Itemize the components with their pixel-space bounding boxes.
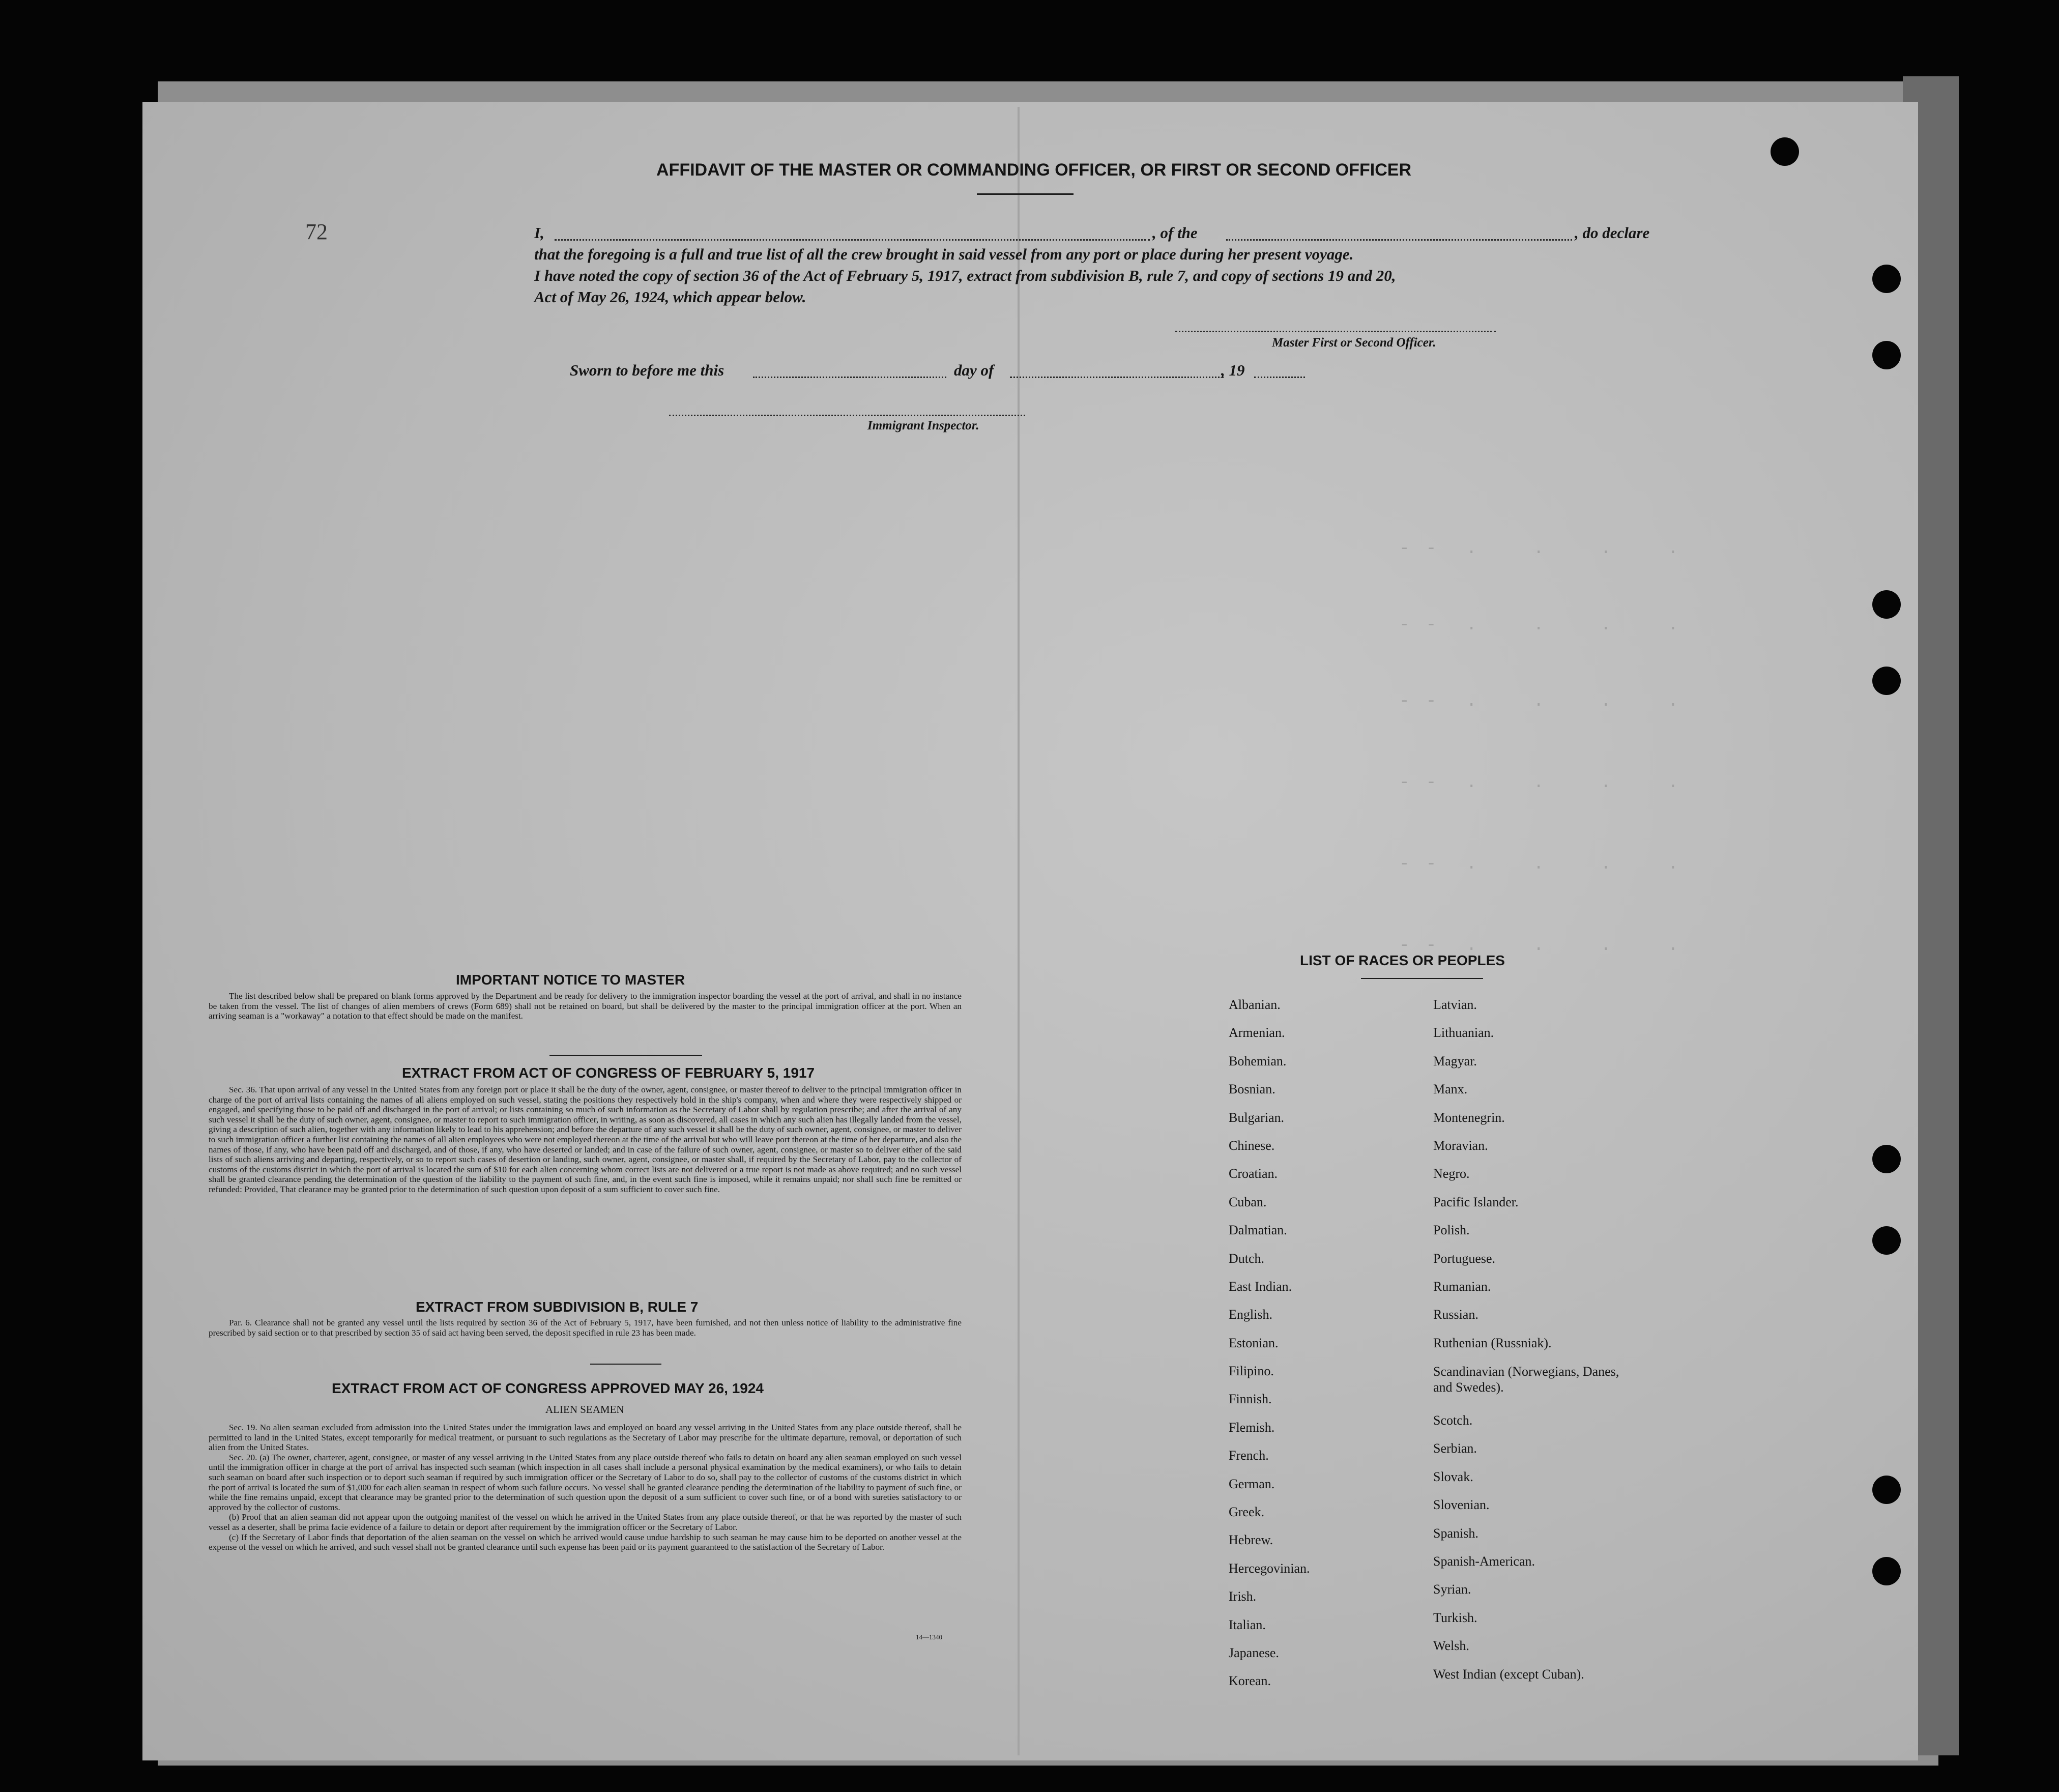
race-item: Irish. <box>1229 1589 1257 1604</box>
race-item: English. <box>1229 1307 1272 1322</box>
sworn-day-blank <box>753 377 946 378</box>
sec-20a: Sec. 20. (a) The owner, charterer, agent, consignee, or master of any vessel arriving in the United States from any place outside thereof who fails to detain on board any alien seaman employed on such vessel until the immigration officer in charge at the port of arrival has inspected such seaman (which inspection in all cases shall include a personal physical examination by the medical examiners), or who fails to detain such seaman on board after such inspection or to deport such seaman if required by such immigration officer or the Secretary of Labor to do so, shall pay to the collector of customs of the customs district in which the port of arrival is located the sum of $1,000 for each alien seaman in respect of whom such failure occurs. No vessel shall be granted clearance pending the determination of the liability to payment of such fine, or while the fine remains unpaid, except that clearance may be granted prior to the determination of such question upon the deposit of a sum sufficient to cover such fine, or of a bond with sureties satisfactory to or approved by the collector of customs. <box>209 1452 962 1512</box>
race-item: Bulgarian. <box>1229 1110 1285 1125</box>
race-item: Hebrew. <box>1229 1533 1273 1548</box>
inspector-blank <box>669 415 1025 416</box>
race-item: Albanian. <box>1229 997 1281 1012</box>
sec-19: Sec. 19. No alien seaman excluded from admission into the United States under the immigration laws and employed on board any vessel arriving in the United States from any place outside thereof, shall be permitted to land in the United States, except temporarily for medical treatment, or pursuant to such regulations as the Secretary of Labor may prescribe for the ultimate departure, removal, or deportation of such alien from the United States. <box>209 1423 962 1453</box>
race-item: Serbian. <box>1433 1441 1477 1456</box>
race-item: Dutch. <box>1229 1251 1265 1266</box>
affidavit-line-3: I have noted the copy of section 36 of the Act of February 5, 1917, extract from subdivision B, rule 7, and copy of sections 19 and 20, <box>534 267 1396 284</box>
signature-blank <box>1175 331 1496 332</box>
signature-label: Master First or Second Officer. <box>1272 336 1436 350</box>
race-item: German. <box>1229 1476 1275 1491</box>
race-item: Slovenian. <box>1433 1497 1490 1513</box>
race-item: West Indian (except Cuban). <box>1433 1666 1584 1682</box>
extract-1917-title: EXTRACT FROM ACT OF CONGRESS OF FEBRUARY 5, 1917 <box>402 1065 815 1081</box>
margin-mark: 72 <box>305 219 328 244</box>
race-item: Filipino. <box>1229 1364 1274 1379</box>
race-item: Scandinavian (Norwegians, Danes, and Swedes). <box>1433 1364 1619 1395</box>
punch-hole-icon <box>1872 667 1901 695</box>
race-item: Armenian. <box>1229 1025 1285 1040</box>
race-item: Scotch. <box>1433 1413 1473 1428</box>
race-item: Montenegrin. <box>1433 1110 1505 1125</box>
race-item: Bosnian. <box>1229 1082 1275 1097</box>
race-item: Korean. <box>1229 1673 1271 1689</box>
race-item: Hercegovinian. <box>1229 1560 1310 1576</box>
sec-20c: (c) If the Secretary of Labor finds that deportation of the alien seaman on the vessel on which he arrived would cause undue hardship to such seaman he may cause him to be deported on another vessel at the expense of the vessel on which he arrived, and such vessel shall not be granted clearance until such expense has been paid or its payment guaranteed to the satisfaction of the Secretary of Labor. <box>209 1532 962 1552</box>
sworn-text: Sworn to before me this <box>570 361 724 379</box>
race-item: Japanese. <box>1229 1645 1279 1660</box>
race-item: Magyar. <box>1433 1053 1477 1068</box>
races-column-2 <box>1433 997 1637 1695</box>
races-title: LIST OF RACES OR PEOPLES <box>1300 952 1505 968</box>
title-rule <box>977 193 1074 195</box>
race-item: Spanish-American. <box>1433 1554 1535 1569</box>
inspector-label: Immigrant Inspector. <box>867 419 979 432</box>
year-blank <box>1254 377 1305 378</box>
race-item: Latvian. <box>1433 997 1477 1012</box>
race-item: Cuban. <box>1229 1194 1267 1209</box>
race-item: Polish. <box>1433 1223 1470 1238</box>
races-rule <box>1361 978 1483 979</box>
punch-hole-icon <box>1771 137 1799 166</box>
punch-hole-icon <box>1872 1145 1901 1173</box>
race-item: Portuguese. <box>1433 1251 1496 1266</box>
notice-title: IMPORTANT NOTICE TO MASTER <box>456 972 685 988</box>
affidavit-title: AFFIDAVIT OF THE MASTER OR COMMANDING OFFICER, OR FIRST OR SECOND OFFICER <box>656 160 1411 180</box>
race-item: Italian. <box>1229 1617 1266 1632</box>
extract-1924-title: EXTRACT FROM ACT OF CONGRESS APPROVED MAY 26, 1924 <box>332 1380 764 1396</box>
race-item: Pacific Islander. <box>1433 1194 1519 1209</box>
race-item: Moravian. <box>1433 1138 1488 1153</box>
affidavit-i: I, <box>534 224 544 242</box>
race-item: Russian. <box>1433 1307 1478 1322</box>
extract-1917-body: Sec. 36. That upon arrival of any vessel in the United States from any foreign port or place it shall be the duty of the owner, agent, consignee, or master thereof to deliver to the principal immigration officer in charge of the port of arrival lists containing the names of all aliens employed on such vessel, stating the positions they respectively hold in the ship's company, when and where they were respectively shipped or engaged, and specifying those to be paid off and discharged in the port of arrival; or lists containing so much of such information as the Secretary of Labor shall by regulation prescribe; and after the arrival of any such vessel it shall be the duty of such owner, agent, consignee, or master to report to such immigration officer, in writing, as soon as discovered, all cases in which any such alien has illegally landed from the vessel, giving a description of such alien, together with any information likely to lead to his apprehension; and before the departure of any such vessel it shall be the duty of such owner, agent, consignee, or master to deliver to such immigration officer a further list containing the names of all alien employees who were not employed thereon at the time of the arrival but who will leave port thereon at the time of her departure, and also the names of those, if any, who have been paid off and discharged, and of those, if any, who have deserted or landed; and in case of the failure of such owner, agent, consignee, or master so to deliver either of the said lists of such aliens arriving and departing, respectively, or so to report such cases of desertion or landing, such owner, agent, consignee, or master shall, if required by the Secretary of Labor, pay to the collector of customs of the customs district in which the port of arrival is located the sum of $10 for each alien concerning whom correct lists are not delivered or a true report is not made as above required; and no such vessel shall be granted clearance pending the determination of the question of the liability to the payment of such fine, and, in the event such fine is imposed, while it remains unpaid; nor shall such fine be remitted or refunded: Provided, That clearance may be granted prior to the determination of such question upon deposit of a sum sufficient to cover such fine. <box>209 1085 962 1194</box>
races-column-1 <box>1229 997 1310 1702</box>
race-item: French. <box>1229 1448 1269 1463</box>
race-item: Dalmatian. <box>1229 1223 1287 1238</box>
punch-hole-icon <box>1872 1557 1901 1585</box>
name-blank <box>555 239 1150 241</box>
affidavit-line-4: Act of May 26, 1924, which appear below. <box>534 288 806 306</box>
vessel-blank <box>1226 239 1572 241</box>
race-item: Chinese. <box>1229 1138 1275 1153</box>
race-item: Rumanian. <box>1433 1279 1491 1294</box>
race-item: Finnish. <box>1229 1392 1272 1407</box>
race-item: Bohemian. <box>1229 1053 1287 1068</box>
month-blank <box>1010 377 1224 378</box>
day-of-text: day of <box>954 361 994 379</box>
race-item: Ruthenian (Russniak). <box>1433 1335 1552 1350</box>
race-item: Greek. <box>1229 1505 1265 1520</box>
race-item: Syrian. <box>1433 1582 1471 1597</box>
race-item: Welsh. <box>1433 1638 1469 1654</box>
extract-1924-body <box>209 1423 962 1552</box>
punch-hole-icon <box>1872 341 1901 369</box>
page-fold <box>1018 107 1020 1755</box>
rule7-rule <box>590 1364 661 1365</box>
punch-hole-icon <box>1872 1226 1901 1255</box>
extract-rule7-body: Par. 6. Clearance shall not be granted any vessel until the lists required by section 36 of the Act of February 5, 1917, have been furnished, and not then unless notice of liability to the administrative fine prescribed by said section or to that prescribed by section 35 of said act having been served, the deposit specified in rule 23 has been made. <box>209 1318 962 1338</box>
manifest-page: - - . . . . - - . . . . - - . . . . - - . . . . - - . . . . - - . . . . 72 AFFIDAVIT OF THE MASTER OR COMMANDING OFFICER, OR FIRST OR SECOND OFFICER I, , of the , do declare that the foregoing is a full and true list of all the crew brought in said vessel from any port or place during her present voyage. I have noted the copy of section 36 of the Act of February 5, 1917, extract from subdivision B, rule 7, and copy of sections 19 and 20, Act of May 26, 1924, which appear below. Master First or Second Officer. Sworn to before me this day of , 19 Immigrant Inspector. IMPORTANT NOTICE TO MASTER The list described below shall be prepared on blank forms approved by the Department and be ready for delivery to the immigration inspector boarding the vessel at the port of arrival, and shall in no instance be taken from the vessel. The list of changes of alien members of crews (Form 689) shall not be retained on board, but shall be delivered by the master to the principal immigration officer at the port. When an arriving seaman is a "workaway" a notation to that effect should be made on the manifest. EXTRACT FROM ACT OF CONGRESS OF FEBRUARY 5, 1917 Sec. 36. That upon arrival of any vessel in the United States from any foreign port or place it shall be the duty of the owner, agent, consignee, or master thereof to deliver to the principal immigration officer in charge of the port of arrival lists containing the names of all aliens employed on such vessel, stating the positions they respectively hold in the ship's company, when and where they were respectively shipped or engaged, and specifying those to be paid off and discharged in the port of arrival; or lists containing so much of such information as the Secretary of Labor shall by regulation prescribe; and after the arrival of any such vessel it shall be the duty of such owner, agent, consignee, or master to report to such immigration officer, in writing, as soon as discovered, all cases in which any such alien has illegally landed from the vessel, giving a description of such alien, together with any information likely to lead to his apprehension; and before the departure of any such vessel it shall be the duty of such owner, agent, consignee, or master to deliver to such immigration officer a further list containing the names of all alien employees who were not employed thereon at the time of the arrival but who will leave port thereon at the time of her departure, and also the names of those, if any, who have been paid off and discharged, and of those, if any, who have deserted or landed; and in case of the failure of such owner, agent, consignee, or master so to deliver either of the said lists of such aliens arriving and departing, respectively, or so to report such cases of desertion or landing, such owner, agent, consignee, or master shall, if required by the Secretary of Labor, pay to the collector of customs of the customs district in which the port of arrival is located the sum of $10 for each alien concerning whom correct lists are not delivered or a true report is not made as above required; and no such vessel shall be granted clearance pending the determination of the question of the liability to the payment of such fine, and, in the event such fine is imposed, while it remains unpaid; nor shall such fine be remitted or refunded: Provided, That clearance may be granted prior to the determination of such question upon deposit of a sum sufficient to cover such fine. EXTRACT FROM SUBDIVISION B, RULE 7 Par. 6. Clearance shall not be granted any vessel until the lists required by section 36 of the Act of February 5, 1917, have been furnished, and not then unless notice of liability to the administrative fine prescribed by said section or to that prescribed by section 35 of said act having been served, the deposit specified in rule 23 has been made. EXTRACT FROM ACT OF CONGRESS APPROVED MAY 26, 1924 ALIEN SEAMEN Sec. 19. No alien seaman excluded from admission into the United States under the immigration laws and employed on board any vessel arriving in the United States from any place outside thereof, shall be permitted to land in the United States, except temporarily for medical treatment, or pursuant to such regulations as the Secretary of Labor may prescribe for the ultimate departure, removal, or deportation of such alien from the United States. Sec. 20. (a) The owner, charterer, agent, consignee, or master of any vessel arriving in the United States from any place outside thereof who fails to detain on board any alien seaman employed on such vessel until the immigration officer in charge at the port of arrival has inspected such seaman (which inspection in all cases shall include a personal physical examination by the medical examiners), or who fails to detain such seaman on board after such inspection or to deport such seaman if required by such immigration officer or the Secretary of Labor to do so, shall pay to the collector of customs of the customs district in which the port of arrival is located the sum of $1,000 for each alien seaman in respect of whom such failure occurs. No vessel shall be granted clearance pending the determination of the liability to payment of such fine, or while the fine remains unpaid, except that clearance may be granted prior to the determination of such question upon the deposit of a sum sufficient to cover such fine, or of a bond with sureties satisfactory to or approved by the collector of customs. (b) Proof that an alien seaman did not appear upon the outgoing manifest of the vessel on which he arrived in the United States from any place outside thereof, or that he was reported by the master of such vessel as a deserter, shall be prima facie evidence of a failure to detain or deport after requirement by the immigration officer or the Secretary of Labor. (c) If the Secretary of Labor finds that deportation of the alien seaman on the vessel on which he arrived would cause undue hardship to such seaman he may cause him to be deported on another vessel at the expense of the vessel on which he arrived, and such vessel shall not be granted clearance until such expense has been paid or its payment guaranteed to the satisfaction of the Secretary of Labor. 14—1340 LIST OF RACES OR PEOPLES Albanian. Armenian. Bohemian. Bosnian. Bulgarian. Chinese. Croatian. Cuban. Dalmatian. Dutch. East Indian. English. Estonian. Filipino. Finnish. Flemish. French. German. Greek. Hebrew. Hercegovinian. Irish. Italian. Japanese. Korean. Latvian. Lithuanian. Magyar. Manx. Montenegrin. Moravian. Negro. Pacific Islander. Polish. Portuguese. Rumanian. Russian. Ruthenian (Russniak). Scandinavian (Norwegians, Danes, and Swedes). Scotch. Serbian. Slovak. Slovenian. Spanish. Spanish-American. Syrian. Turkish. Welsh. West Indian (except Cuban). <box>142 102 1918 1760</box>
race-item: Flemish. <box>1229 1420 1275 1435</box>
race-item: Slovak. <box>1433 1469 1473 1484</box>
affidavit-of-the: , of the <box>1152 224 1198 242</box>
race-item: Manx. <box>1433 1082 1468 1097</box>
punch-hole-icon <box>1872 265 1901 293</box>
notice-body: The list described below shall be prepared on blank forms approved by the Department and be ready for delivery to the immigration inspector boarding the vessel at the port of arrival, and shall in no instance be taken from the vessel. The list of changes of alien members of crews (Form 689) shall not be retained on board, but shall be delivered by the master to the principal immigration officer at the port. When an arriving seaman is a "workaway" a notation to that effect should be made on the manifest. <box>209 991 962 1021</box>
punch-hole-icon <box>1872 1476 1901 1504</box>
race-item: Spanish. <box>1433 1525 1478 1541</box>
affidavit-declare: , do declare <box>1575 224 1650 242</box>
race-item: Turkish. <box>1433 1610 1477 1625</box>
notice-rule <box>549 1055 702 1056</box>
form-number: 14—1340 <box>916 1633 942 1641</box>
race-item: Negro. <box>1433 1166 1470 1181</box>
year-prefix: , 19 <box>1221 361 1245 379</box>
race-item: East Indian. <box>1229 1279 1292 1294</box>
affidavit-line-2: that the foregoing is a full and true list of all the crew brought in said vessel from any port or place during her present voyage. <box>534 245 1354 263</box>
punch-hole-icon <box>1872 590 1901 619</box>
race-item: Estonian. <box>1229 1335 1279 1350</box>
alien-seamen-subtitle: ALIEN SEAMEN <box>545 1403 624 1415</box>
sec-20b: (b) Proof that an alien seaman did not appear upon the outgoing manifest of the vessel on which he arrived in the United States from any place outside thereof, or that he was reported by the master of such vessel as a deserter, shall be prima facie evidence of a failure to detain or deport after requirement by the immigration officer or the Secretary of Labor. <box>209 1512 962 1532</box>
race-item: Croatian. <box>1229 1166 1278 1181</box>
race-item: Lithuanian. <box>1433 1025 1494 1040</box>
extract-rule7-title: EXTRACT FROM SUBDIVISION B, RULE 7 <box>416 1299 699 1315</box>
